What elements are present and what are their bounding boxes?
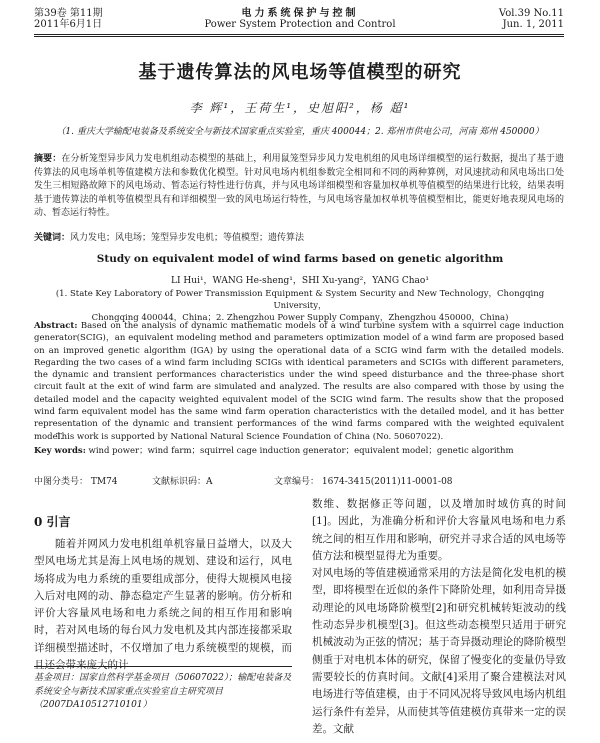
- article-number: 文章编号： 1674-3415(2011)11-0001-08: [274, 477, 453, 487]
- english-authors: LI Hui¹，WANG He-sheng¹，SHI Xu-yang²，YANG Chao¹: [171, 276, 429, 286]
- funding-footnote: 基金项目：国家自然科学基金项目（50607022）；输配电装备及系统安全与新技术国家重点实验室自主研究项目（2007DA10512710101）: [34, 673, 292, 710]
- journal-name-en: Power System Protection and Control: [204, 19, 396, 30]
- header-rule: [34, 34, 564, 35]
- keywords-en: [34, 445, 564, 457]
- keywords-cn-text: 风力发电；风电场；笼型异步发电机；等值模型；遗传算法: [70, 233, 305, 243]
- publication-date-cn: 2011年6月1日: [34, 19, 103, 30]
- left-column-text: 随着并网风力发电机组单机容量日益增大，以及大型风电场尤其是海上风电场的规划、建设和运行，风电场将成为电力系统的重要组成部分，使得大规模风电接入后对电网的动、静态稳定产生显著的影响。仿分析和评价大容量风电场和电力系统之间的相互作用和影响时，若对风电场的每台风力发电机及其内部连接都采取详细模型描述时，不仅增加了电力系统模型的规模，而且还会带来庞大的计: [34, 538, 292, 672]
- paper-title: 基于遗传算法的风电场等值模型的研究: [138, 62, 462, 83]
- journal-name-cn: 电力系统保护与控制: [241, 8, 359, 19]
- abstract-en-label: Abstract:: [34, 321, 78, 331]
- english-affiliation-line2: Chongqing 400044，China；2. Zhengzhou Power Supply Company，Zhengzhou 450000，China): [91, 313, 509, 323]
- english-title: Study on equivalent model of wind farms based on genetic algorithm: [96, 253, 504, 265]
- abstract-cn-text: 在分析笼型异步风力发电机组动态模型的基础上，利用鼠笼型异步风力发电机组的风电场详细模型的运行数据，提出了基于遗传算法的风电场单机等值建模方法和参数优化模型。针对风电场内机组参数完全相同和不同的两种算例，对风速扰动和风电场出口处发生三相短路故障下的风电场动、暂态运行特性进行仿真，并与风电场详细模型和容量加权单机等值模型的结果进行比较，结果表明基于遗传算法的单机等值模型具有和详细模型一致的风电场运行特性，与风电场容量加权单机等值模型相比，能更好地表现风电场的动、暂态运行特性。: [34, 154, 564, 218]
- volume-issue: 第39卷 第11期: [34, 8, 103, 19]
- keywords-cn-label: 关键词：: [34, 233, 71, 243]
- publication-date-en: Jun. 1, 2011: [502, 19, 564, 30]
- abstract-en: [34, 320, 564, 443]
- abstract-cn-label: 摘要：: [34, 154, 62, 164]
- keywords-cn: [34, 232, 564, 246]
- volume-issue-en: Vol.39 No.11: [498, 8, 564, 19]
- clc-number: 中图分类号： TM74: [34, 477, 118, 487]
- keywords-en-text: wind power；wind farm；squirrel cage induction generator；equivalent model；genetic algorithm: [88, 446, 514, 456]
- footnote-rule: [34, 666, 292, 667]
- keywords-en-label: Key words:: [34, 446, 86, 456]
- abstract-en-text: Based on the analysis of dynamic mathematic models of a wind turbine system with a squirrel cage induction generator(SCIG)，an equivalent modeling method and parameters optimization model of a wind farm are proposed based on an improved genetic algorithm (IGA) by using the operational data of a SCIG wind farm with the detailed models. Regarding the two cases of a wind farm including SCIGs with identical parameters and SCIGs with different parameters, the dynamic and transient performances characteristics under the wind speed disturbance and the three-phase short circuit fault at the exit of wind farm are simulated and analyzed. The results are also compared with those by using the detailed model and the capacity weighted equivalent model of the SCIG wind farm. The results show that the proposed wind farm equivalent model has the same wind farm operation characteristics with the detailed model, and it has better representation of the dynamic and transient performances of the wind farms compared with the weighted equivalent model.: [34, 321, 564, 442]
- funding-statement-en: This work is supported by National Natural Science Foundation of China (No. 50607022).: [56, 432, 444, 442]
- journal-volume-en: [499, 8, 564, 30]
- document-code: 文献标识码：A: [152, 477, 213, 487]
- english-affiliations: [40, 288, 560, 324]
- abstract-cn: [34, 153, 564, 221]
- affiliations: （1. 重庆大学输配电装备及系统安全与新技术国家重点实验室，重庆 400044；2. 郑州市供电公司，河南 郑州 450000）: [56, 127, 544, 137]
- header-rule-thin: [34, 36, 564, 37]
- english-affiliation-line1: (1. State Key Laboratory of Power Transmission Equipment & System Security and New Technology，Chongqing University，: [55, 289, 545, 311]
- right-column-text: 数维、数据修正等问题，以及增加时域仿真的时间[1]。因此，为准确分析和评价大容量风电场和电力系统之间的相互作用和影响，研究并寻求合适的风电场等值方法和模型显得尤为重要。 对风电场的等值建模通常采用的方法是简化发电机的模型，即将模型在近似的条件下降阶处理，如利用奇异摄动理论的风电场降阶模型[2]和研究机械转矩波动的线性动态异步机模型[3]。但这些动态模型只适用于研究机械波动为正弦的情况；基于奇异摄动理论的降阶模型侧重于对电机本体的研究，保留了慢变化的变量仍导致需要较长的仿真时间。文献[4]采用了聚合建模法对风电场进行等值建模，由于不同风况将导致风电场内机组运行条件有差异，从而使其等值建模仿真带来一定的误差。文献: [312, 498, 566, 735]
- author-list: 李 辉¹，王荷生¹，史旭阳²，杨 超¹: [189, 101, 411, 115]
- section-heading: 0 引言: [34, 515, 71, 529]
